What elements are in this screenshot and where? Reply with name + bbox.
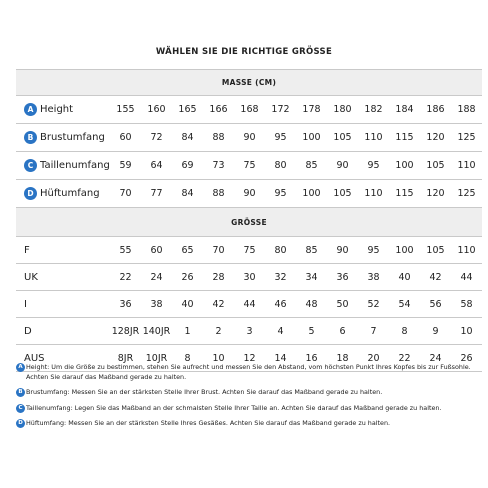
value-cell: 14 (265, 345, 296, 372)
value-cell: 115 (389, 124, 420, 152)
measurement-label: Hüftumfang (40, 188, 100, 199)
value-cell: 105 (420, 237, 451, 264)
value-cell: 34 (296, 264, 327, 291)
badge-d: D (24, 187, 37, 200)
value-cell: 180 (327, 96, 358, 124)
value-cell: 128JR (110, 318, 141, 345)
value-cell: 140JR (141, 318, 172, 345)
size-system-label: D (16, 318, 110, 345)
value-cell: 26 (451, 345, 482, 372)
value-cell: 100 (389, 237, 420, 264)
measurement-label: Brustumfang (40, 132, 105, 143)
value-cell: 77 (141, 180, 172, 208)
size-chart-table (16, 69, 482, 372)
value-cell: 105 (420, 152, 451, 180)
value-cell: 85 (296, 152, 327, 180)
size-system-label: F (16, 237, 110, 264)
value-cell: 110 (451, 237, 482, 264)
value-cell: 40 (389, 264, 420, 291)
value-cell: 8JR (110, 345, 141, 372)
value-cell: 8 (172, 345, 203, 372)
size-row (16, 264, 482, 291)
value-cell: 110 (451, 152, 482, 180)
value-cell: 88 (203, 180, 234, 208)
value-cell: 95 (265, 124, 296, 152)
value-cell: 26 (172, 264, 203, 291)
value-cell: 52 (358, 291, 389, 318)
value-cell: 40 (172, 291, 203, 318)
value-cell: 100 (389, 152, 420, 180)
value-cell: 182 (358, 96, 389, 124)
note-text: Height: Um die Größe zu bestimmen, stehen Sie aufrecht und messen Sie den Abstand, vom höchsten Punkt Ihres Kopfes bis zur Fußsohle. Achten Sie darauf das Maßband gerade zu halten. (26, 363, 471, 381)
note-text: Brustumfang: Messen Sie an der stärksten Stelle Ihrer Brust. Achten Sie darauf das Maßband gerade zu halten. (26, 388, 383, 396)
value-cell: 36 (327, 264, 358, 291)
value-cell: 90 (327, 237, 358, 264)
value-cell: 184 (389, 96, 420, 124)
value-cell: 105 (327, 180, 358, 208)
value-cell: 56 (420, 291, 451, 318)
value-cell: 115 (389, 180, 420, 208)
value-cell: 64 (141, 152, 172, 180)
size-system-label: I (16, 291, 110, 318)
value-cell: 73 (203, 152, 234, 180)
measurements-header: MASSE (CM) (16, 70, 482, 96)
value-cell: 10JR (141, 345, 172, 372)
value-cell: 60 (141, 237, 172, 264)
value-cell: 120 (420, 124, 451, 152)
size-row (16, 237, 482, 264)
note-item (16, 419, 484, 429)
value-cell: 22 (389, 345, 420, 372)
value-cell: 188 (451, 96, 482, 124)
value-cell: 22 (110, 264, 141, 291)
value-cell: 4 (265, 318, 296, 345)
value-cell: 12 (234, 345, 265, 372)
size-row (16, 318, 482, 345)
value-cell: 55 (110, 237, 141, 264)
value-cell: 38 (141, 291, 172, 318)
value-cell: 9 (420, 318, 451, 345)
value-cell: 42 (420, 264, 451, 291)
value-cell: 88 (203, 124, 234, 152)
value-cell: 80 (265, 237, 296, 264)
value-cell: 120 (420, 180, 451, 208)
value-cell: 10 (451, 318, 482, 345)
measurement-row (16, 152, 482, 180)
value-cell: 2 (203, 318, 234, 345)
value-cell: 50 (327, 291, 358, 318)
value-cell: 110 (358, 180, 389, 208)
note-item (16, 404, 484, 414)
value-cell: 46 (265, 291, 296, 318)
value-cell: 54 (389, 291, 420, 318)
badge-c: C (24, 159, 37, 172)
value-cell: 10 (203, 345, 234, 372)
value-cell: 155 (110, 96, 141, 124)
value-cell: 166 (203, 96, 234, 124)
value-cell: 60 (110, 124, 141, 152)
value-cell: 7 (358, 318, 389, 345)
value-cell: 172 (265, 96, 296, 124)
value-cell: 38 (358, 264, 389, 291)
value-cell: 70 (203, 237, 234, 264)
value-cell: 75 (234, 237, 265, 264)
value-cell: 110 (358, 124, 389, 152)
note-badge-b: B (16, 388, 25, 397)
value-cell: 84 (172, 180, 203, 208)
value-cell: 69 (172, 152, 203, 180)
value-cell: 90 (327, 152, 358, 180)
badge-b: B (24, 131, 37, 144)
value-cell: 42 (203, 291, 234, 318)
value-cell: 100 (296, 124, 327, 152)
value-cell: 165 (172, 96, 203, 124)
measurement-row (16, 124, 482, 152)
value-cell: 3 (234, 318, 265, 345)
measurement-label: Taillenumfang (40, 160, 110, 171)
measurement-label-cell (16, 180, 110, 208)
measurement-row (16, 96, 482, 124)
badge-a: A (24, 103, 37, 116)
value-cell: 100 (296, 180, 327, 208)
measurement-notes (16, 363, 484, 435)
value-cell: 125 (451, 180, 482, 208)
value-cell: 186 (420, 96, 451, 124)
note-badge-a: A (16, 363, 25, 372)
value-cell: 90 (234, 180, 265, 208)
value-cell: 95 (358, 237, 389, 264)
value-cell: 36 (110, 291, 141, 318)
value-cell: 8 (389, 318, 420, 345)
value-cell: 5 (296, 318, 327, 345)
sizes-header: GRÖSSE (16, 208, 482, 237)
note-badge-c: C (16, 404, 25, 413)
value-cell: 125 (451, 124, 482, 152)
value-cell: 72 (141, 124, 172, 152)
note-item (16, 363, 484, 382)
page-title: WÄHLEN SIE DIE RICHTIGE GRÖSSE (155, 47, 333, 57)
value-cell: 65 (172, 237, 203, 264)
measurement-label-cell (16, 124, 110, 152)
value-cell: 168 (234, 96, 265, 124)
note-text: Taillenumfang: Legen Sie das Maßband an der schmalsten Stelle Ihrer Taille an. Achten Sie darauf das Maßband gerade zu halten. (26, 403, 442, 412)
value-cell: 90 (234, 124, 265, 152)
size-system-label: UK (16, 264, 110, 291)
value-cell: 32 (265, 264, 296, 291)
note-badge-d: D (16, 419, 25, 428)
measurement-row (16, 180, 482, 208)
value-cell: 105 (327, 124, 358, 152)
value-cell: 58 (451, 291, 482, 318)
value-cell: 80 (265, 152, 296, 180)
value-cell: 1 (172, 318, 203, 345)
value-cell: 75 (234, 152, 265, 180)
value-cell: 30 (234, 264, 265, 291)
value-cell: 6 (327, 318, 358, 345)
size-row (16, 291, 482, 318)
value-cell: 160 (141, 96, 172, 124)
value-cell: 59 (110, 152, 141, 180)
value-cell: 84 (172, 124, 203, 152)
measurements-header-row (16, 70, 482, 96)
size-system-label: AUS (16, 345, 110, 372)
value-cell: 18 (327, 345, 358, 372)
value-cell: 178 (296, 96, 327, 124)
value-cell: 24 (420, 345, 451, 372)
value-cell: 95 (358, 152, 389, 180)
measurement-label: Height (40, 104, 74, 115)
sizes-header-row (16, 208, 482, 237)
measurement-label-cell (16, 96, 110, 124)
value-cell: 16 (296, 345, 327, 372)
value-cell: 28 (203, 264, 234, 291)
measurement-label-cell (16, 152, 110, 180)
value-cell: 70 (110, 180, 141, 208)
value-cell: 44 (234, 291, 265, 318)
value-cell: 44 (451, 264, 482, 291)
value-cell: 48 (296, 291, 327, 318)
value-cell: 95 (265, 180, 296, 208)
note-item (16, 388, 484, 398)
note-text: Hüftumfang: Messen Sie an der stärksten Stelle Ihres Gesäßes. Achten Sie darauf das Maßband gerade zu halten. (26, 419, 391, 427)
value-cell: 85 (296, 237, 327, 264)
value-cell: 24 (141, 264, 172, 291)
value-cell: 20 (358, 345, 389, 372)
